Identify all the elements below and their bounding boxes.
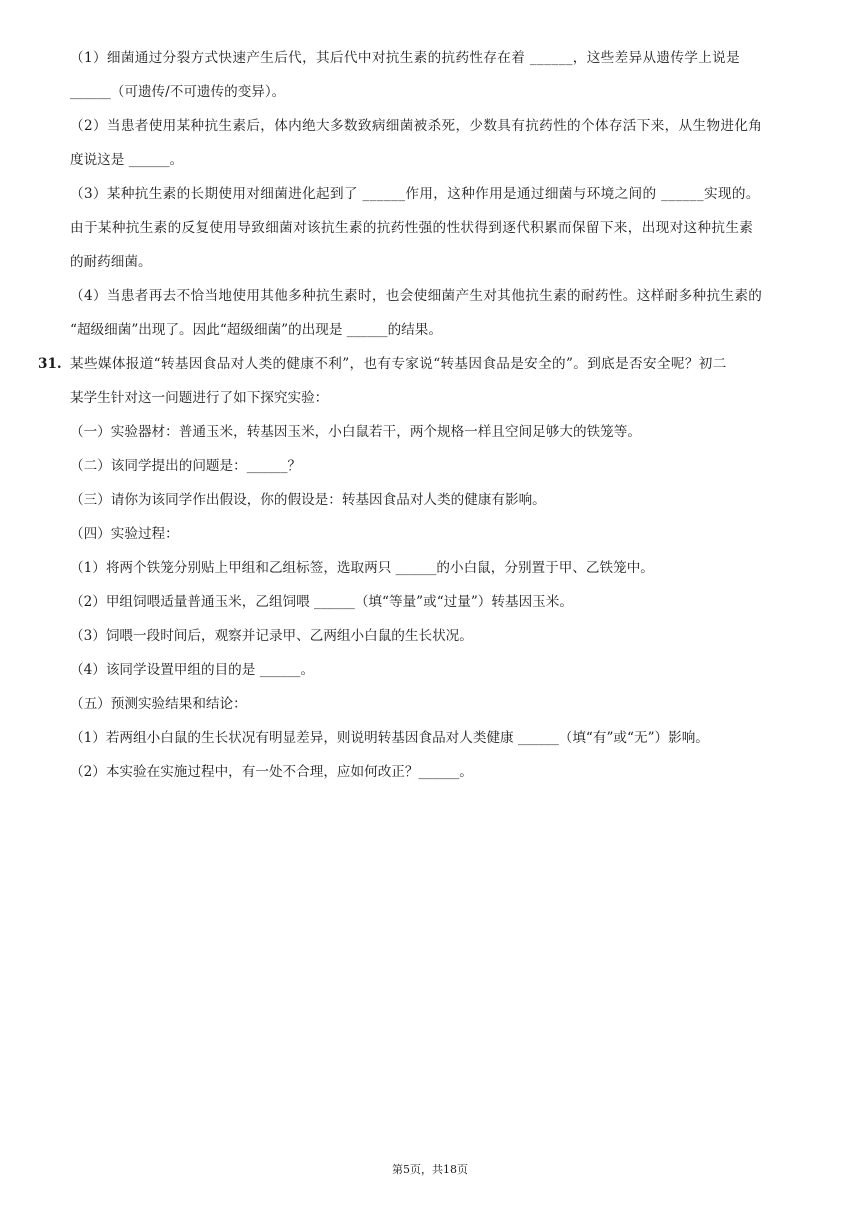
part-2-line-1: （2）当患者使用某种抗生素后，体内绝大多数致病细菌被杀死，少数具有抗药性的个体存活下来，从生物进化角 bbox=[70, 118, 763, 134]
item-prediction-2: （2）本实验在实施过程中，有一处不合理，应如何改正？______。 bbox=[70, 764, 473, 780]
item-question: （二）该同学提出的问题是：______？ bbox=[70, 458, 302, 474]
part-4-line-2: “超级细菌”出现了。因此“超级细菌”的出现是 ______的结果。 bbox=[70, 322, 442, 338]
item-process-step-2: （2）甲组饲喂适量普通玉米，乙组饲喂 ______（填“等量”或“过量”）转基因玉米。 bbox=[70, 594, 573, 610]
part-3-line-2: 由于某种抗生素的反复使用导致细菌对该抗生素的抗药性强的性状得到逐代积累而保留下来，出现对这种抗生素 bbox=[70, 220, 754, 236]
item-materials: （一）实验器材：普通玉米，转基因玉米，小白鼠若干，两个规格一样且空间足够大的铁笼等。 bbox=[70, 424, 641, 440]
item-process-step-1: （1）将两个铁笼分别贴上甲组和乙组标签，选取两只 ______的小白鼠，分别置于甲、乙铁笼中。 bbox=[70, 560, 654, 576]
page-footer: 第5页，共18页 bbox=[392, 1163, 468, 1176]
item-prediction-1: （1）若两组小白鼠的生长状况有明显差异，则说明转基因食品对人类健康 ______（填“有”或“无”）影响。 bbox=[70, 730, 709, 746]
part-3-line-3: 的耐药细菌。 bbox=[70, 254, 152, 270]
part-1-line-1: （1）细菌通过分裂方式快速产生后代，其后代中对抗生素的抗药性存在着 ______，这些差异从遗传学上说是 bbox=[70, 50, 741, 66]
question-number: 31. bbox=[38, 356, 62, 372]
item-hypothesis: （三）请你为该同学作出假设，你的假设是：转基因食品对人类的健康有影响。 bbox=[70, 492, 546, 508]
part-1-line-2: ______（可遗传/不可遗传的变异）。 bbox=[70, 84, 286, 100]
question-stem-line-2: 某学生针对这一问题进行了如下探究实验： bbox=[70, 390, 329, 406]
part-2-line-2: 度说这是 ______。 bbox=[70, 152, 184, 168]
item-prediction-heading: （五）预测实验结果和结论： bbox=[70, 696, 247, 712]
part-4-line-1: （4）当患者再去不恰当地使用其他多种抗生素时，也会使细菌产生对其他抗生素的耐药性。这样耐多种抗生素的 bbox=[70, 288, 763, 304]
item-process-step-3: （3）饲喂一段时间后，观察并记录甲、乙两组小白鼠的生长状况。 bbox=[70, 628, 473, 644]
item-process-step-4: （4）该同学设置甲组的目的是 ______。 bbox=[70, 662, 315, 678]
item-process-heading: （四）实验过程： bbox=[70, 526, 179, 542]
question-stem-line-1: 某些媒体报道“转基因食品对人类的健康不利”，也有专家说“转基因食品是安全的”。到底是否安全呢？初二 bbox=[70, 356, 727, 372]
part-3-line-1: （3）某种抗生素的长期使用对细菌进化起到了 ______作用，这种作用是通过细菌与环境之间的 ______实现的。 bbox=[70, 186, 760, 202]
